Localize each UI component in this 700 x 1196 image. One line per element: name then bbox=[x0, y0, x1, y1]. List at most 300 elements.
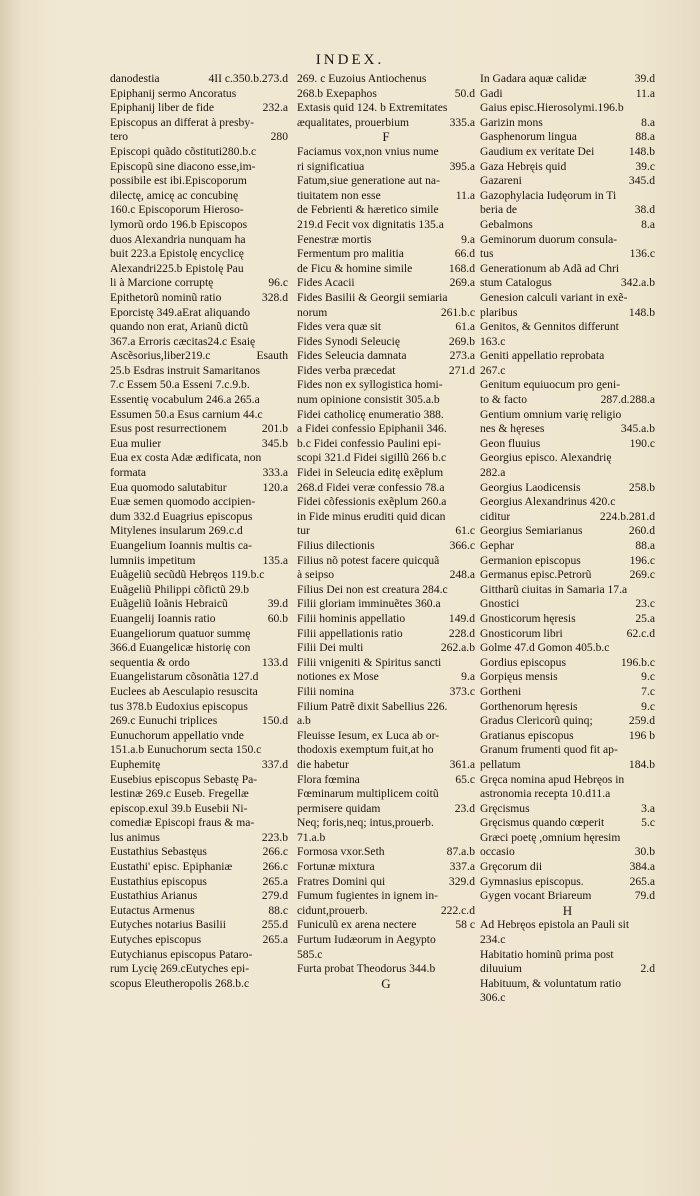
index-entry bbox=[297, 320, 475, 335]
entry-reference: 273.a bbox=[449, 349, 475, 363]
entry-text: norum bbox=[297, 305, 328, 319]
index-entry bbox=[110, 262, 288, 277]
entry-reference: 88.a bbox=[635, 130, 655, 144]
entry-text: H bbox=[562, 903, 573, 918]
index-entry bbox=[297, 554, 475, 569]
entry-text: Gaius episc.Hierosolymi.196.b bbox=[480, 101, 624, 115]
entry-text: Geminorum duorum consula- bbox=[480, 232, 618, 246]
index-entry bbox=[110, 101, 288, 116]
index-entry bbox=[480, 729, 655, 744]
entry-text: a Fidei confessio Epiphanii 346. bbox=[297, 422, 447, 436]
index-entry bbox=[297, 524, 475, 539]
index-entry bbox=[297, 422, 475, 437]
entry-reference: 265.a bbox=[629, 874, 655, 888]
index-entry bbox=[297, 378, 475, 393]
index-entry bbox=[297, 845, 475, 860]
index-entry bbox=[110, 378, 288, 393]
entry-text: li à Marcione corruptę bbox=[110, 276, 214, 290]
entry-reference: 345.d bbox=[628, 174, 655, 188]
entry-reference: 2.d bbox=[640, 962, 655, 976]
entry-reference: 232.a bbox=[262, 101, 288, 115]
entry-text: Gradus Clericorũ quinq; bbox=[480, 714, 593, 728]
entry-text: plaribus bbox=[480, 305, 518, 319]
entry-reference: 259.d bbox=[628, 714, 655, 728]
entry-text: ciditur bbox=[480, 509, 511, 523]
section-letter bbox=[297, 130, 475, 145]
entry-reference: 9.c bbox=[641, 670, 655, 684]
index-entry bbox=[110, 962, 288, 977]
section-letter bbox=[297, 977, 475, 992]
entry-text: Funiculũ ex arena nectere bbox=[297, 918, 417, 932]
entry-text: Granum frumenti quod fit ap- bbox=[480, 743, 618, 757]
index-entry bbox=[110, 627, 288, 642]
entry-text: Eua mulier bbox=[110, 436, 162, 450]
entry-text: 160.c Episcoporum Hieroso- bbox=[110, 203, 244, 217]
entry-reference: 384.a bbox=[629, 860, 655, 874]
entry-reference: 373.c bbox=[449, 684, 475, 698]
entry-reference: 88.c bbox=[268, 903, 288, 917]
entry-text: duos Alexandria nunquam ha bbox=[110, 232, 246, 246]
entry-text: astronomia recepta 10.d11.a bbox=[480, 787, 611, 801]
entry-text: episcop.exul 39.b Eusebii Ni- bbox=[110, 801, 248, 815]
index-entry bbox=[480, 787, 655, 802]
entry-reference: 96.c bbox=[268, 276, 288, 290]
entry-text: Esus post resurrectionem bbox=[110, 422, 227, 436]
index-entry bbox=[297, 72, 475, 87]
entry-reference: 8.a bbox=[641, 217, 655, 231]
entry-text: 269. c Euzoius Antiochenus bbox=[297, 72, 427, 85]
entry-reference: 395.a bbox=[449, 159, 475, 173]
entry-text: Euæ semen quomodo accipien- bbox=[110, 495, 256, 509]
entry-text: 269.c Eunuchi triplices bbox=[110, 714, 218, 728]
index-entry bbox=[297, 612, 475, 627]
entry-reference: 337.a bbox=[449, 860, 475, 874]
index-entry bbox=[480, 962, 655, 977]
entry-reference: 269.a bbox=[449, 276, 475, 290]
entry-text: Garizin mons bbox=[480, 115, 543, 129]
index-entry bbox=[110, 977, 288, 992]
index-entry bbox=[110, 495, 288, 510]
entry-text: de Ficu & homine simile bbox=[297, 261, 413, 275]
entry-text: Filii nomina bbox=[297, 684, 355, 698]
entry-text: scopi 321.d Fidei sigillũ 266 b.c bbox=[297, 451, 447, 465]
index-entry bbox=[480, 612, 655, 627]
entry-text: Filii Dei multi bbox=[297, 641, 364, 655]
index-entry bbox=[110, 320, 288, 335]
index-entry bbox=[480, 174, 655, 189]
entry-text: Gnosticorum libri bbox=[480, 626, 563, 640]
entry-reference: 61.a bbox=[455, 320, 475, 334]
entry-text: Fidei in Seleucia editę exẽplum bbox=[297, 466, 444, 480]
index-entry bbox=[297, 451, 475, 466]
entry-text: num opinione consistit 305.a.b bbox=[297, 393, 440, 407]
entry-text: Episcopi quãdo cõstituti280.b.c bbox=[110, 144, 257, 158]
entry-text: pellatum bbox=[480, 757, 521, 771]
entry-reference: 23.d bbox=[454, 801, 475, 815]
entry-text: Gortheni bbox=[480, 684, 522, 698]
entry-text: Fortunæ mixtura bbox=[297, 860, 375, 874]
entry-text: dilectę, amicę ac concubinę bbox=[110, 188, 239, 202]
index-entry bbox=[110, 130, 288, 145]
index-entry bbox=[480, 743, 655, 758]
index-entry bbox=[480, 233, 655, 248]
entry-text: tur bbox=[297, 524, 310, 538]
entry-text: sequentia & ordo bbox=[110, 655, 190, 669]
index-entry bbox=[110, 700, 288, 715]
entry-text: Fermentum pro malitia bbox=[297, 247, 404, 261]
entry-text: Generationum ab Adã ad Chri bbox=[480, 261, 620, 275]
entry-reference: 5.c bbox=[641, 816, 655, 830]
entry-text: 71.a.b bbox=[297, 830, 326, 844]
entry-text: Gręcorum dii bbox=[480, 860, 543, 874]
index-entry bbox=[297, 700, 475, 715]
entry-reference: 260.d bbox=[628, 524, 655, 538]
entry-reference: 224.b.281.d bbox=[599, 509, 655, 523]
entry-text: Filii appellationis ratio bbox=[297, 626, 403, 640]
entry-text: 7.c Essem 50.a Esseni 7.c.9.b. bbox=[110, 378, 250, 392]
index-entry bbox=[110, 233, 288, 248]
index-entry bbox=[480, 831, 655, 846]
index-entry bbox=[297, 641, 475, 656]
entry-text: Filius dilectionis bbox=[297, 539, 375, 552]
index-entry bbox=[480, 203, 655, 218]
entry-text: diluuium bbox=[480, 962, 522, 976]
index-entry bbox=[480, 451, 655, 466]
entry-text: Gasphenorum lingua bbox=[480, 130, 577, 144]
entry-text: 25.b Esdras instruit Samaritanos bbox=[110, 363, 261, 377]
index-entry bbox=[480, 349, 655, 364]
entry-text: b.c Fidei confessio Paulini epi- bbox=[297, 436, 441, 450]
entry-text: 306.c bbox=[480, 991, 506, 1005]
index-entry bbox=[480, 189, 655, 204]
entry-text: Eustathi' episc. Epiphaniæ bbox=[110, 860, 233, 874]
entry-reference: 8.a bbox=[641, 115, 655, 129]
index-column-3 bbox=[480, 72, 655, 1006]
index-entry bbox=[480, 291, 655, 306]
entry-text: Furtum Iudæorum in Aegypto bbox=[297, 933, 436, 947]
entry-reference: 133.d bbox=[261, 655, 288, 669]
entry-text: Habitatio hominũ prima post bbox=[480, 947, 614, 961]
entry-text: Gordius episcopus bbox=[480, 655, 566, 669]
entry-text: Episcopus an differat à presby- bbox=[110, 115, 255, 129]
index-entry bbox=[110, 597, 288, 612]
index-entry bbox=[297, 802, 475, 817]
entry-text: 367.a Erroris cæcitas24.c Esaię bbox=[110, 334, 256, 348]
index-entry bbox=[110, 203, 288, 218]
index-entry bbox=[297, 816, 475, 831]
entry-text: Gittharũ ciuitas in Samaria 17.a bbox=[480, 582, 628, 596]
entry-text: æqualitates, prouerbium bbox=[297, 115, 410, 129]
index-entry bbox=[110, 641, 288, 656]
index-entry bbox=[297, 218, 475, 233]
index-entry bbox=[110, 889, 288, 904]
index-entry bbox=[110, 247, 288, 262]
index-entry bbox=[110, 481, 288, 496]
entry-text: Germanus episc.Petrorũ bbox=[480, 568, 592, 582]
entry-reference: 345.a.b bbox=[620, 422, 655, 436]
entry-text: 219.d Fecit vox dignitatis 135.a bbox=[297, 217, 444, 231]
index-entry bbox=[297, 276, 475, 291]
index-entry bbox=[297, 393, 475, 408]
entry-text: Episcopũ sine diacono esse,im- bbox=[110, 159, 256, 173]
entry-reference: 39.d bbox=[634, 72, 655, 85]
entry-text: 268.d Fidei veræ confessio 78.a bbox=[297, 480, 445, 494]
entry-text: Fratres Domini qui bbox=[297, 874, 386, 888]
index-entry bbox=[480, 554, 655, 569]
entry-text: Flora fœmina bbox=[297, 772, 360, 786]
entry-text: Euangeliorum quatuor summę bbox=[110, 626, 251, 640]
index-entry bbox=[480, 889, 655, 904]
entry-text: Fœminarum multiplicem coitũ bbox=[297, 787, 439, 801]
index-entry bbox=[110, 87, 288, 102]
index-entry bbox=[110, 845, 288, 860]
index-entry bbox=[110, 291, 288, 306]
entry-text: Genitos, & Gennitos differunt bbox=[480, 320, 619, 334]
entry-text: Eporcistę 349.aErat aliquando bbox=[110, 305, 251, 319]
entry-text: Formosa vxor.Seth bbox=[297, 845, 385, 859]
entry-text: lus animus bbox=[110, 830, 160, 844]
entry-reference: 30.b bbox=[634, 845, 655, 859]
index-entry bbox=[110, 145, 288, 160]
entry-text: Fides vera quæ sit bbox=[297, 320, 382, 334]
entry-reference: 266.c bbox=[262, 845, 288, 859]
entry-reference: 271.d bbox=[448, 363, 475, 377]
index-entry bbox=[110, 189, 288, 204]
index-entry bbox=[480, 481, 655, 496]
index-entry bbox=[480, 72, 655, 87]
index-entry bbox=[480, 656, 655, 671]
index-entry bbox=[110, 160, 288, 175]
index-entry bbox=[480, 627, 655, 642]
entry-text: Fumum fugientes in ignem in- bbox=[297, 889, 439, 903]
entry-text: Gręcismus bbox=[480, 801, 530, 815]
entry-text: Neq; foris,neq; intus,prouerb. bbox=[297, 816, 434, 830]
entry-text: tus 378.b Eudoxius episcopus bbox=[110, 699, 248, 713]
entry-text: Geniti appellatio reprobata bbox=[480, 349, 605, 363]
entry-text: Filium Patrẽ dixit Sabellius 226. bbox=[297, 699, 448, 713]
index-entry bbox=[110, 393, 288, 408]
entry-text: Gaza Hebręis quid bbox=[480, 159, 567, 173]
entry-reference: 61.c bbox=[455, 524, 475, 538]
entry-reference: 120.a bbox=[262, 480, 288, 494]
entry-text: cidunt,prouerb. bbox=[297, 903, 368, 917]
entry-text: Filii gloriam imminuẽtes 360.a bbox=[297, 597, 441, 611]
index-entry bbox=[110, 656, 288, 671]
index-entry bbox=[480, 773, 655, 788]
entry-reference: 3.a bbox=[641, 801, 655, 815]
index-column-2 bbox=[297, 72, 475, 991]
index-entry bbox=[110, 802, 288, 817]
entry-text: Alexandri225.b Epistolę Pau bbox=[110, 261, 244, 275]
index-entry bbox=[110, 685, 288, 700]
index-entry bbox=[110, 510, 288, 525]
entry-text: Fides verba præcedat bbox=[297, 363, 396, 377]
index-entry bbox=[480, 262, 655, 277]
index-entry bbox=[110, 816, 288, 831]
entry-text: danodestia bbox=[110, 72, 160, 85]
entry-reference: 258.b bbox=[628, 480, 655, 494]
index-entry bbox=[297, 262, 475, 277]
index-entry bbox=[297, 583, 475, 598]
entry-reference: 65.c bbox=[455, 772, 475, 786]
index-entry bbox=[297, 349, 475, 364]
index-entry bbox=[480, 568, 655, 583]
entry-text: 268.b Exepaphos bbox=[297, 86, 377, 100]
entry-text: Gymnasius episcopus. bbox=[480, 874, 584, 888]
entry-text: tiuitatem non esse bbox=[297, 188, 381, 202]
index-entry bbox=[480, 597, 655, 612]
index-entry bbox=[480, 700, 655, 715]
entry-text: Euangelij Ioannis ratio bbox=[110, 611, 216, 625]
index-entry bbox=[297, 729, 475, 744]
index-entry bbox=[480, 437, 655, 452]
index-entry bbox=[480, 641, 655, 656]
entry-text: Epiphanij sermo Ancoratus bbox=[110, 86, 237, 100]
index-entry bbox=[110, 408, 288, 423]
entry-reference: 248.a bbox=[449, 568, 475, 582]
index-entry bbox=[480, 87, 655, 102]
entry-reference: 66.d bbox=[454, 247, 475, 261]
index-entry bbox=[110, 743, 288, 758]
entry-text: nes & hęreses bbox=[480, 422, 545, 436]
entry-reference: 11.a bbox=[455, 188, 475, 202]
index-entry bbox=[297, 306, 475, 321]
index-entry bbox=[480, 408, 655, 423]
entry-text: Ascẽsorius,liber219.c bbox=[110, 349, 211, 363]
entry-reference: 280 bbox=[270, 130, 288, 144]
entry-text: lymorũ ordo 196.b Episcopos bbox=[110, 217, 248, 231]
entry-text: 585.c bbox=[297, 947, 323, 961]
index-entry bbox=[297, 495, 475, 510]
entry-text: Fleuisse Iesum, ex Luca ab or- bbox=[297, 728, 440, 742]
index-entry bbox=[297, 627, 475, 642]
entry-text: thodoxis exemptum fuit,at ho bbox=[297, 743, 434, 757]
index-entry bbox=[297, 466, 475, 481]
entry-text: Eutactus Armenus bbox=[110, 903, 195, 917]
entry-reference: 279.d bbox=[261, 889, 288, 903]
entry-text: beria de bbox=[480, 203, 518, 217]
index-entry bbox=[297, 933, 475, 948]
entry-reference: 269.c bbox=[629, 568, 655, 582]
index-entry bbox=[110, 116, 288, 131]
entry-reference: 87.a.b bbox=[446, 845, 475, 859]
index-entry bbox=[297, 904, 475, 919]
entry-reference: 39.d bbox=[267, 597, 288, 611]
index-entry bbox=[297, 364, 475, 379]
entry-text: Genitum equiuocum pro geni- bbox=[480, 378, 621, 392]
entry-text: scopus Eleutheropolis 268.b.c bbox=[110, 976, 250, 990]
entry-reference: Esauth bbox=[256, 349, 288, 363]
entry-text: Gadi bbox=[480, 86, 503, 100]
index-entry bbox=[297, 597, 475, 612]
index-entry bbox=[297, 87, 475, 102]
index-entry bbox=[297, 160, 475, 175]
entry-text: 267.c bbox=[480, 363, 506, 377]
entry-text: dum 332.d Euagrius episcopus bbox=[110, 509, 253, 523]
entry-reference: 333.a bbox=[262, 466, 288, 480]
entry-text: Faciamus vox,non vnius nume bbox=[297, 144, 439, 158]
entry-text: formata bbox=[110, 466, 147, 480]
entry-text: notiones ex Mose bbox=[297, 670, 379, 684]
entry-text: Fides Acacii bbox=[297, 276, 355, 290]
index-entry bbox=[480, 130, 655, 145]
index-entry bbox=[480, 714, 655, 729]
index-entry bbox=[297, 203, 475, 218]
entry-reference: 196.b.c bbox=[620, 655, 655, 669]
entry-text: Fides non ex syllogistica homi- bbox=[297, 378, 443, 392]
entry-text: ri significatiua bbox=[297, 159, 365, 173]
entry-text: Fides Seleucia damnata bbox=[297, 349, 407, 363]
index-entry bbox=[110, 787, 288, 802]
entry-reference: 266.c bbox=[262, 860, 288, 874]
index-entry bbox=[110, 904, 288, 919]
index-entry bbox=[297, 437, 475, 452]
entry-text: Genesion calculi variant in exẽ- bbox=[480, 290, 628, 304]
index-entry bbox=[297, 233, 475, 248]
index-column-1 bbox=[110, 72, 288, 991]
entry-text: Furta probat Theodorus 344.b bbox=[297, 962, 436, 976]
index-entry bbox=[480, 816, 655, 831]
entry-reference: 265.a bbox=[262, 874, 288, 888]
index-entry bbox=[110, 72, 288, 87]
entry-text: Gephar bbox=[480, 539, 515, 552]
entry-text: Fides Basilii & Georgii semiaria bbox=[297, 290, 448, 304]
entry-reference: 148.b bbox=[628, 144, 655, 158]
index-entry bbox=[110, 831, 288, 846]
entry-text: Eunuchorum appellatio vnde bbox=[110, 728, 244, 742]
index-entry bbox=[480, 802, 655, 817]
entry-text: Gebalmons bbox=[480, 217, 533, 231]
entry-text: 366.d Euangelicæ historię con bbox=[110, 641, 251, 655]
entry-text: stum Catalogus bbox=[480, 276, 552, 290]
entry-text: Gaudium ex veritate Dei bbox=[480, 144, 595, 158]
entry-text: Gazareni bbox=[480, 174, 522, 188]
index-entry bbox=[110, 860, 288, 875]
entry-text: Eustathius Arianus bbox=[110, 889, 198, 903]
index-entry bbox=[110, 554, 288, 569]
index-entry bbox=[110, 948, 288, 963]
entry-text: possibile est ibi.Episcoporum bbox=[110, 174, 247, 188]
entry-text: de Febrienti & hæretico simile bbox=[297, 203, 439, 217]
index-entry bbox=[480, 670, 655, 685]
entry-reference: 265.a bbox=[262, 933, 288, 947]
entry-text: Fidei catholicę enumeratio 388. bbox=[297, 407, 444, 421]
index-entry bbox=[297, 962, 475, 977]
entry-text: Mitylenes insularum 269.c.d bbox=[110, 524, 243, 538]
entry-reference: 9.a bbox=[461, 670, 475, 684]
entry-reference: 366.c bbox=[449, 539, 475, 552]
index-entry bbox=[297, 174, 475, 189]
entry-reference: 88.a bbox=[635, 539, 655, 552]
index-entry bbox=[297, 291, 475, 306]
entry-text: In Gadara aquæ calidæ bbox=[480, 72, 587, 85]
section-letter bbox=[480, 904, 655, 919]
entry-text: Fenestræ mortis bbox=[297, 232, 372, 246]
index-entry bbox=[480, 218, 655, 233]
index-entry bbox=[297, 247, 475, 262]
index-entry bbox=[480, 160, 655, 175]
entry-text: Eustathius Sebastęus bbox=[110, 845, 207, 859]
entry-text: Golme 47.d Gomon 405.b.c bbox=[480, 641, 610, 655]
index-entry bbox=[110, 670, 288, 685]
entry-text: Epiphanij liber de fide bbox=[110, 101, 214, 115]
entry-reference: 149.d bbox=[448, 611, 475, 625]
index-entry bbox=[480, 422, 655, 437]
entry-reference: 228.d bbox=[448, 626, 475, 640]
entry-text: Ad Hebręos epistola an Pauli sit bbox=[480, 918, 630, 932]
entry-text: Epithetorũ nominũ ratio bbox=[110, 290, 222, 304]
index-entry bbox=[297, 335, 475, 350]
